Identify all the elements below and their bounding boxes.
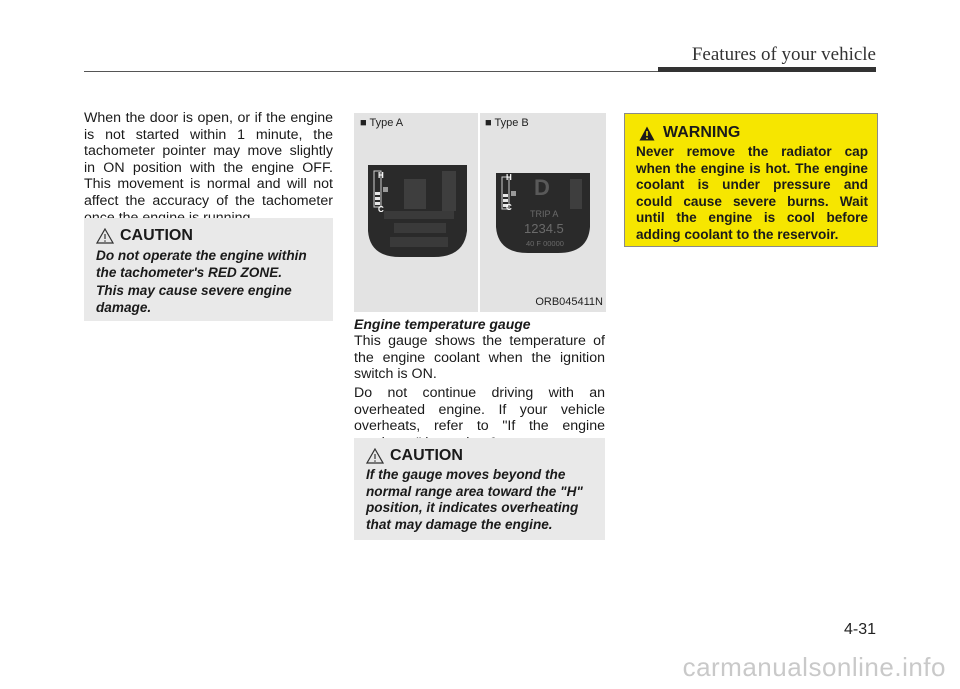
caution-triangle-icon xyxy=(366,448,384,464)
section-title: Engine temperature gauge xyxy=(354,316,531,332)
gauge-b-hot-label: H xyxy=(506,173,512,182)
warning-box-radiator xyxy=(624,113,878,247)
watermark: carmanualsonline.info xyxy=(682,652,946,682)
caution-heading xyxy=(96,227,193,245)
odometer-value: 1234.5 xyxy=(524,221,564,236)
figure-code: ORB045411N xyxy=(535,296,603,308)
gauge-figure xyxy=(354,113,606,312)
caution-title: CAUTION xyxy=(120,227,193,244)
trip-label: TRIP A xyxy=(530,209,559,219)
type-b-label: ■ Type B xyxy=(485,117,529,129)
type-a-label: ■ Type A xyxy=(360,117,404,129)
warning-heading xyxy=(639,124,740,142)
warning-title: WARNING xyxy=(663,124,741,141)
bottom-readout: 40 F 00000 xyxy=(526,239,564,248)
warning-triangle-icon xyxy=(639,126,655,141)
gear-indicator: D xyxy=(534,175,550,200)
warning-text: Never remove the radiator cap when the engine is hot. The engine coolant is under pressure and could cause severe burns. Wait until the engine is cool before adding coolant to the reservoir. xyxy=(636,144,868,242)
running-header: Features of your vehicle xyxy=(691,44,876,65)
caution-box-tachometer xyxy=(84,218,333,321)
gauge-b-cold-label: C xyxy=(506,203,512,212)
page-number: 4-31 xyxy=(843,621,876,638)
gauge-a-hot-label: H xyxy=(378,171,384,180)
tachometer-paragraph: When the door is open, or if the engine is not started within 1 minute, the tachometer pointer may move slightly in ON position with the engine OFF. This movement is normal and will not affect the accuracy of the tachometer xyxy=(84,110,333,209)
caution-text-1: Do not operate the engine within the tachometer's RED ZONE. xyxy=(96,248,307,280)
caution-heading-2 xyxy=(366,447,463,465)
caution-title-2: CAUTION xyxy=(390,447,463,464)
caution-triangle-icon xyxy=(96,228,114,244)
temperature-paragraph-1: This gauge shows the temperature of the engine coolant when the ignition switch is ON. xyxy=(354,333,605,383)
caution-box-temperature xyxy=(354,438,605,540)
header-rule-thick xyxy=(658,67,876,72)
temperature-paragraph-2: Do not continue driving with an overheated engine. If your vehicle overheats, refer to "If the engine xyxy=(354,385,605,435)
gauge-a-cold-label: C xyxy=(378,205,384,214)
figure-divider xyxy=(478,113,480,312)
caution-text-temperature: If the gauge moves beyond the normal range area toward the "H" position, it indicates overheating that may damage the engine. xyxy=(366,467,583,532)
caution-text-2: This may cause severe engine damage. xyxy=(96,283,292,315)
